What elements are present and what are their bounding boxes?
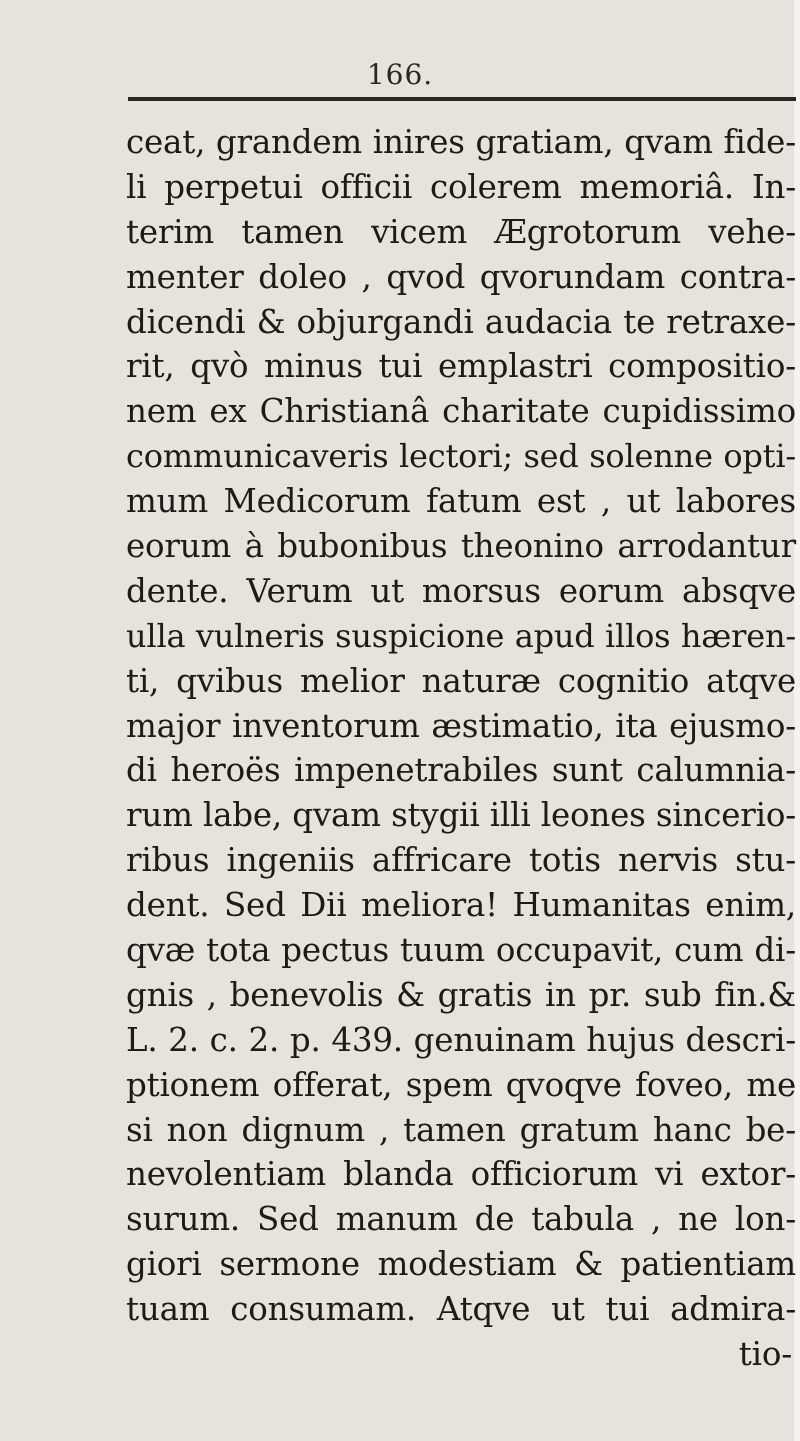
text-line: giori sermone modestiam & patientiam	[126, 1245, 796, 1284]
text-line: nem ex Christianâ charitate cupidissimo	[126, 392, 796, 431]
text-line: menter doleo , qvod qvorundam contra-	[126, 257, 796, 296]
text-line: rit, qvò minus tui emplastri compositio-	[126, 347, 796, 386]
text-line: rum labe, qvam stygii illi leones sincerio-	[126, 796, 796, 835]
text-line: major inventorum æstimatio, ita ejusmo-	[126, 706, 796, 745]
header-rule	[128, 97, 796, 101]
text-line: tuam consumam. Atqve ut tui admira-	[126, 1290, 796, 1329]
text-line: nevolentiam blanda officiorum vi extor-	[126, 1155, 796, 1194]
text-line: ti, qvibus melior naturæ cognitio atqve	[126, 661, 796, 700]
text-line: dicendi & objurgandi audacia te retraxe-	[126, 302, 796, 341]
text-line: di heroës impenetrabiles sunt calumnia-	[126, 751, 796, 790]
page-number: 166.	[366, 58, 434, 91]
text-line: terim tamen vicem Ægrotorum vehe-	[126, 212, 796, 251]
text-line: ulla vulneris suspicione apud illos hæren-	[126, 616, 796, 655]
text-line: qvæ tota pectus tuum occupavit, cum di-	[126, 931, 796, 970]
text-line: L. 2. c. 2. p. 439. genuinam hujus descri-	[126, 1020, 796, 1059]
text-line: eorum à bubonibus theonino arrodantur	[126, 527, 796, 566]
page-header	[0, 58, 800, 91]
text-line: gnis , benevolis & gratis in pr. sub fin.&	[126, 975, 796, 1014]
text-line: ceat, grandem inires gratiam, qvam fide-	[126, 123, 796, 161]
text-line: ribus ingeniis affricare totis nervis stu-	[126, 841, 796, 880]
catchword: tio-	[738, 1335, 792, 1374]
text-line: si non dignum , tamen gratum hanc be-	[126, 1110, 796, 1149]
text-line: dent. Sed Dii meliora! Humanitas enim,	[126, 886, 796, 925]
text-line: surum. Sed manum de tabula , ne lon-	[126, 1200, 796, 1239]
text-line: dente. Verum ut morsus eorum absqve	[126, 571, 796, 610]
body-text	[126, 120, 796, 1377]
text-line: mum Medicorum fatum est , ut labores	[126, 482, 796, 521]
text-line: ptionem offerat, spem qvoqve foveo, me	[126, 1065, 796, 1104]
text-line: communicaveris lectori; sed solenne opti-	[126, 437, 796, 476]
text-line: li perpetui officii colerem memoriâ. In-	[126, 167, 796, 206]
